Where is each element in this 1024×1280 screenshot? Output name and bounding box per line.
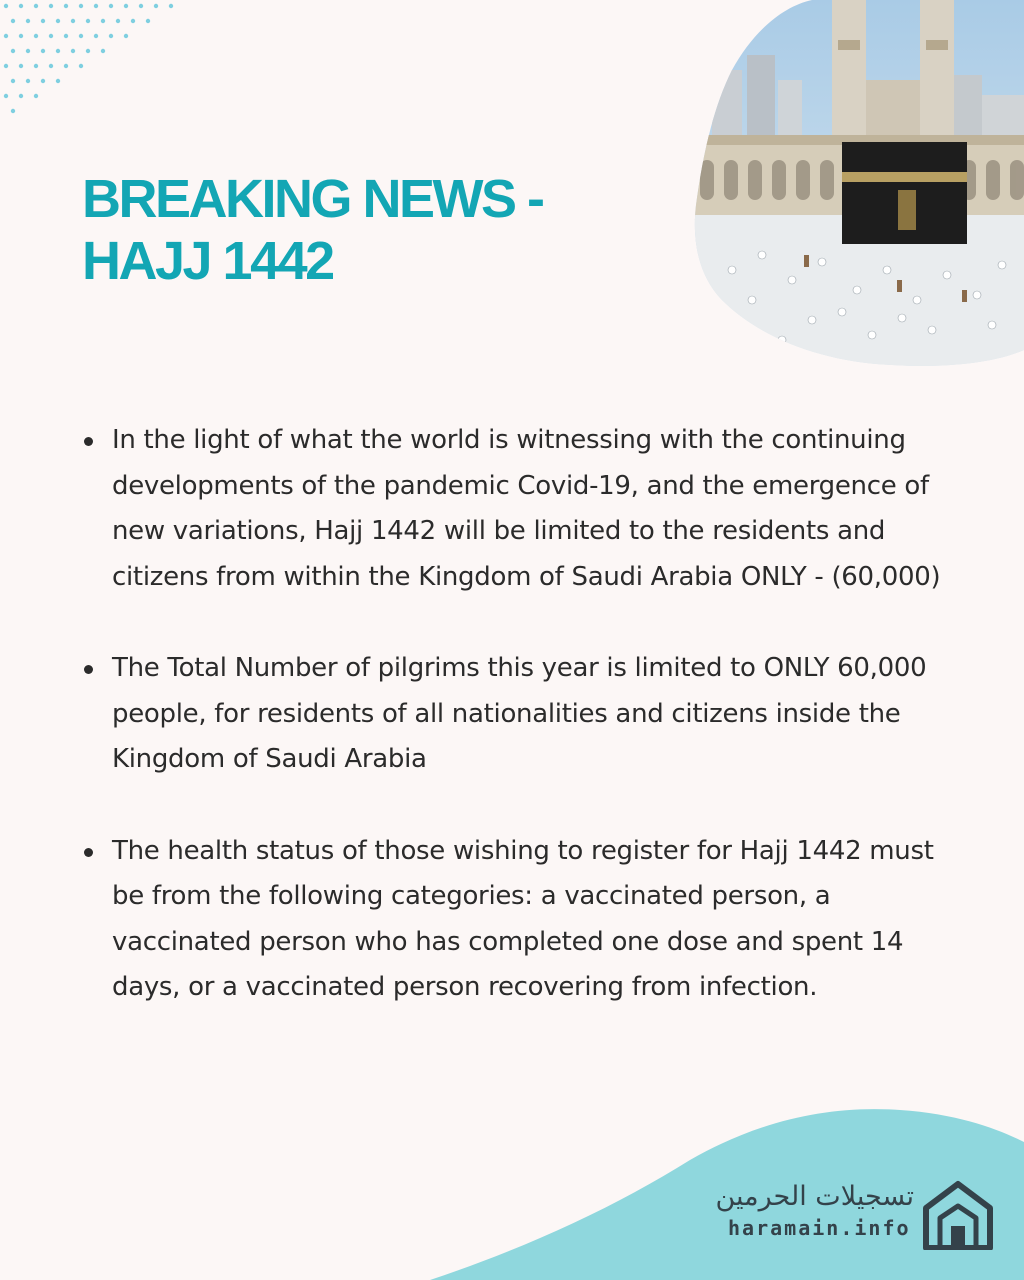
decorative-dot: [11, 109, 15, 113]
decorative-dot: [4, 34, 8, 38]
decorative-dot: [49, 4, 53, 8]
decorative-dot: [124, 4, 128, 8]
bullet-icon: [84, 848, 93, 857]
bullet-icon: [84, 665, 93, 674]
decorative-dot: [19, 64, 23, 68]
decorative-dot: [109, 34, 113, 38]
decorative-dot: [101, 49, 105, 53]
decorative-dot: [64, 4, 68, 8]
decorative-dot: [34, 34, 38, 38]
decorative-dot: [56, 79, 60, 83]
page-title: [82, 168, 682, 292]
decorative-dot: [19, 94, 23, 98]
kaaba-logo-icon: [920, 1178, 996, 1250]
decorative-dot: [64, 34, 68, 38]
decorative-dot: [4, 94, 8, 98]
decorative-dot: [4, 4, 8, 8]
decorative-dot: [124, 34, 128, 38]
headline-line-2: HAJJ 1442: [82, 231, 333, 291]
decorative-dot: [41, 19, 45, 23]
decorative-dot: [11, 19, 15, 23]
decorative-dot: [79, 64, 83, 68]
decorative-dot: [86, 49, 90, 53]
decorative-dot: [169, 4, 173, 8]
decorative-dot: [71, 19, 75, 23]
decorative-dot: [131, 19, 135, 23]
decorative-dot: [19, 4, 23, 8]
decorative-dot: [56, 49, 60, 53]
kaaba-photo-icon: [692, 0, 1024, 368]
decorative-dot: [41, 49, 45, 53]
decorative-dot: [146, 19, 150, 23]
decorative-dots: [0, 0, 200, 125]
decorative-dot: [79, 34, 83, 38]
headline-line-1: BREAKING NEWS -: [82, 169, 543, 229]
bullet-text: In the light of what the world is witnessing with the continuing developments of the pandemic Covid-19, and the emergence of new variations, Hajj 1442 will be limited to the residents and citizens from within the Kingdom of Saudi Arabia ONLY - (60,000): [112, 425, 941, 592]
decorative-dot: [49, 64, 53, 68]
decorative-dot: [154, 4, 158, 8]
logo-domain-text: haramain.info: [728, 1216, 911, 1240]
decorative-dot: [94, 34, 98, 38]
decorative-dot: [49, 34, 53, 38]
news-bullet-list: [84, 418, 964, 1057]
decorative-dot: [11, 49, 15, 53]
decorative-dot: [34, 64, 38, 68]
decorative-dot: [86, 19, 90, 23]
decorative-dot: [71, 49, 75, 53]
decorative-dot: [64, 64, 68, 68]
decorative-dot: [101, 19, 105, 23]
logo-arabic-text: تسجيلات الحرمين: [715, 1181, 914, 1212]
decorative-dot: [79, 4, 83, 8]
decorative-dot: [34, 94, 38, 98]
decorative-dot: [56, 19, 60, 23]
decorative-dot: [94, 4, 98, 8]
decorative-dot: [34, 4, 38, 8]
list-item: [84, 646, 964, 783]
bullet-text: The health status of those wishing to register for Hajj 1442 must be from the following categories: a vaccinated person, a vaccinated person who has completed one dose and spent 14 days, or a vaccinated person recovering from infection.: [112, 835, 934, 1002]
list-item: [84, 829, 964, 1011]
decorative-dot: [19, 34, 23, 38]
haramain-logo[interactable]: [715, 1178, 996, 1250]
decorative-dot: [26, 79, 30, 83]
decorative-dot: [26, 19, 30, 23]
bullet-icon: [84, 437, 93, 446]
decorative-dot: [4, 64, 8, 68]
bullet-text: The Total Number of pilgrims this year is limited to ONLY 60,000 people, for residents of all nationalities and citizens inside the Kingdom of Saudi Arabia: [112, 653, 927, 774]
decorative-dot: [139, 4, 143, 8]
decorative-dot: [109, 4, 113, 8]
list-item: [84, 418, 964, 600]
decorative-dot: [41, 79, 45, 83]
decorative-dot: [11, 79, 15, 83]
decorative-dot: [26, 49, 30, 53]
decorative-dot: [116, 19, 120, 23]
